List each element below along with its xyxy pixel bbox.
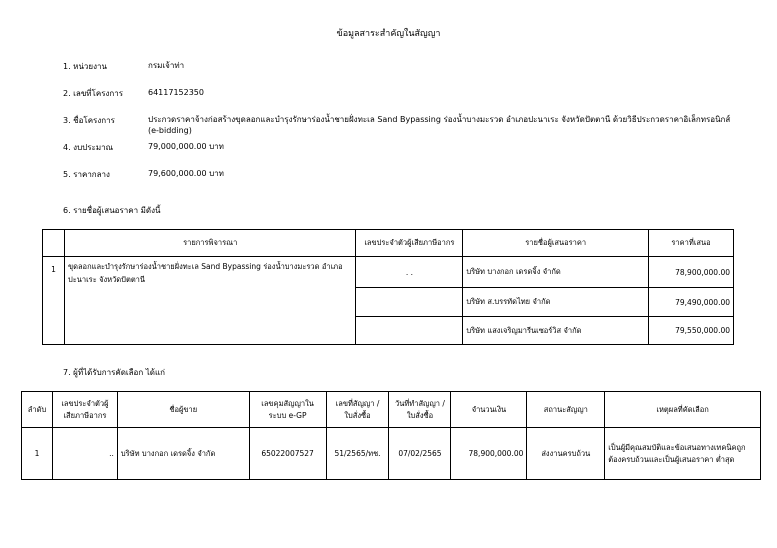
selected-vendor-table bbox=[21, 391, 761, 480]
field-value-project-id: 64117152350 bbox=[148, 88, 204, 97]
selected-status: ส่งงานครบถ้วน bbox=[527, 428, 605, 480]
field-value-agency: กรมเจ้าท่า bbox=[148, 61, 185, 70]
selected-vendor: บริษัท บางกอก เดรดจิ้ง จำกัด bbox=[117, 428, 249, 480]
selected-amount: 78,900,000.00 bbox=[451, 428, 527, 480]
selected-reason: เป็นผู้มีคุณสมบัติและข้อเสนอทางเทคนิคถูกต้องครบถ้วนและเป็นผู้เสนอราคา ต่ำสุด bbox=[605, 428, 761, 480]
bidders-name: บริษัท บางกอก เดรดจิ้ง จำกัด bbox=[463, 257, 649, 288]
selected-header-no: ลำดับ bbox=[22, 392, 53, 428]
selected-header-amount: จำนวนเงิน bbox=[451, 392, 527, 428]
field-label-project-name: 3. ชื่อโครงการ bbox=[63, 116, 115, 125]
bidders-tax-id: . . bbox=[356, 257, 463, 288]
selected-header-vendor: ชื่อผู้ขาย bbox=[117, 392, 249, 428]
selected-header-date: วันที่ทำสัญญา / ใบสั่งซื้อ bbox=[389, 392, 451, 428]
bidders-price: 79,550,000.00 bbox=[649, 317, 734, 345]
bidders-name: บริษัท แสงเจริญมารีนเซอร์วิส จำกัด bbox=[463, 317, 649, 345]
field-value-budget: 79,000,000.00 บาท bbox=[148, 142, 224, 151]
bidders-header-blank bbox=[43, 230, 65, 257]
bidders-header-tax-id: เลขประจำตัวผู้เสียภาษีอากร bbox=[356, 230, 463, 257]
section-selected-heading: 7. ผู้ที่ได้รับการคัดเลือก ได้แก่ bbox=[63, 368, 165, 377]
selected-tax-id: .. bbox=[52, 428, 117, 480]
bidders-table bbox=[42, 229, 734, 345]
bidders-tax-id bbox=[356, 288, 463, 317]
selected-header-tax-id: เลขประจำตัวผู้เสียภาษีอากร bbox=[52, 392, 117, 428]
selected-date: 07/02/2565 bbox=[389, 428, 451, 480]
bidders-header-bidder: รายชื่อผู้เสนอราคา bbox=[463, 230, 649, 257]
field-value-project-name: ประกวดราคาจ้างก่อสร้างขุดลอกและบำรุงรักษาร่องน้ำชายฝั่งทะเล Sand Bypassing ร่องน้ำบางมะรวด อำเภอปะนาเระ จังหวัดปัตตานี ด้วยวิธีประกวดราคาอิเล็กทรอนิกส์ (e-bidding) bbox=[148, 115, 731, 135]
table-row bbox=[22, 428, 761, 480]
bidders-price: 78,900,000.00 bbox=[649, 257, 734, 288]
selected-header-status: สถานะสัญญา bbox=[527, 392, 605, 428]
bidders-header-price: ราคาที่เสนอ bbox=[649, 230, 734, 257]
table-row bbox=[43, 257, 734, 288]
selected-header-egp: เลขคุมสัญญาในระบบ e-GP bbox=[249, 392, 326, 428]
bidders-price: 79,490,000.00 bbox=[649, 288, 734, 317]
field-label-budget: 4. งบประมาณ bbox=[63, 143, 114, 152]
bidders-tax-id bbox=[356, 317, 463, 345]
bidders-name: บริษัท ส.บรรทัดไทย จำกัด bbox=[463, 288, 649, 317]
field-label-project-id: 2. เลขที่โครงการ bbox=[63, 89, 124, 98]
page-title: ข้อมูลสาระสำคัญในสัญญา bbox=[336, 29, 441, 39]
selected-header-contract-no: เลขที่สัญญา / ใบสั่งซื้อ bbox=[326, 392, 389, 428]
bidders-item-name: ขุดลอกและบำรุงรักษาร่องน้ำชายฝั่งทะเล Sand Bypassing ร่องน้ำบางมะรวด อำเภอปะนาเระ จังหวัดปัตตานี bbox=[64, 257, 356, 345]
bidders-header-item: รายการพิจารณา bbox=[64, 230, 356, 257]
section-bidders-heading: 6. รายชื่อผู้เสนอราคา มีดังนี้ bbox=[63, 206, 161, 215]
selected-no: 1 bbox=[22, 428, 53, 480]
bidders-item-no: 1 bbox=[43, 257, 65, 345]
field-value-median-price: 79,600,000.00 บาท bbox=[148, 169, 224, 178]
selected-header-reason: เหตุผลที่คัดเลือก bbox=[605, 392, 761, 428]
field-label-median-price: 5. ราคากลาง bbox=[63, 170, 110, 179]
selected-egp: 65022007527 bbox=[249, 428, 326, 480]
field-label-agency: 1. หน่วยงาน bbox=[63, 62, 107, 71]
selected-contract-no: 51/2565/ทช. bbox=[326, 428, 389, 480]
